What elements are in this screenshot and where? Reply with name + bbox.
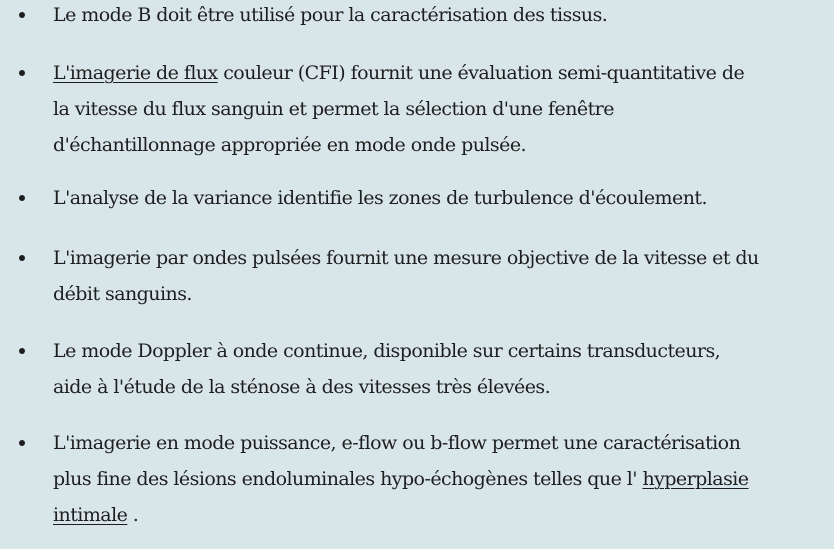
bullet-text — [53, 0, 823, 33]
text-segment: débit sanguins. — [53, 283, 192, 305]
text-line — [53, 127, 823, 163]
text-segment: L'analyse de la variance identifie les zones de turbulence d'écoulement. — [53, 187, 707, 209]
bullet-text — [53, 55, 823, 163]
inline-link[interactable]: hyperplasie — [642, 468, 749, 490]
text-line — [53, 333, 823, 369]
bullet-text — [53, 180, 823, 216]
text-line — [53, 180, 823, 216]
bullet-dot-icon — [19, 348, 25, 354]
bullet-dot-icon — [19, 195, 25, 201]
list-item — [0, 55, 834, 163]
text-line — [53, 55, 823, 91]
bullet-dot-icon — [19, 12, 25, 18]
bullet-dot-icon — [19, 70, 25, 76]
text-segment: la vitesse du flux sanguin et permet la sélection d'une fenêtre — [53, 98, 614, 120]
text-line — [53, 240, 823, 276]
text-segment: plus fine des lésions endoluminales hypo-échogènes telles que l' — [53, 468, 643, 490]
inline-link[interactable]: intimale — [53, 504, 128, 526]
text-segment: aide à l'étude de la sténose à des vitesses très élevées. — [53, 376, 551, 398]
bullet-text — [53, 425, 823, 533]
text-line — [53, 369, 823, 405]
text-line — [53, 91, 823, 127]
text-line — [53, 461, 823, 497]
bullet-dot-icon — [19, 440, 25, 446]
bullet-text — [53, 333, 823, 405]
text-segment: L'imagerie par ondes pulsées fournit une mesure objective de la vitesse et du — [53, 247, 759, 269]
text-segment: Le mode Doppler à onde continue, disponible sur certains transducteurs, — [53, 340, 721, 362]
text-segment: . — [127, 504, 139, 526]
bullet-text — [53, 240, 823, 312]
text-line — [53, 276, 823, 312]
list-item — [0, 240, 834, 312]
text-segment: L'imagerie en mode puissance, e-flow ou b-flow permet une caractérisation — [53, 432, 741, 454]
list-item — [0, 0, 834, 33]
text-line — [53, 425, 823, 461]
bullet-dot-icon — [19, 255, 25, 261]
text-segment: d'échantillonnage appropriée en mode onde pulsée. — [53, 134, 526, 156]
list-item — [0, 180, 834, 216]
text-line — [53, 0, 823, 33]
list-item — [0, 425, 834, 533]
text-segment: Le mode B doit être utilisé pour la caractérisation des tissus. — [53, 4, 608, 26]
inline-link[interactable]: L'imagerie de flux — [53, 62, 218, 84]
text-line — [53, 497, 823, 533]
list-item — [0, 333, 834, 405]
text-segment: couleur (CFI) fournit une évaluation semi-quantitative de — [217, 62, 745, 84]
